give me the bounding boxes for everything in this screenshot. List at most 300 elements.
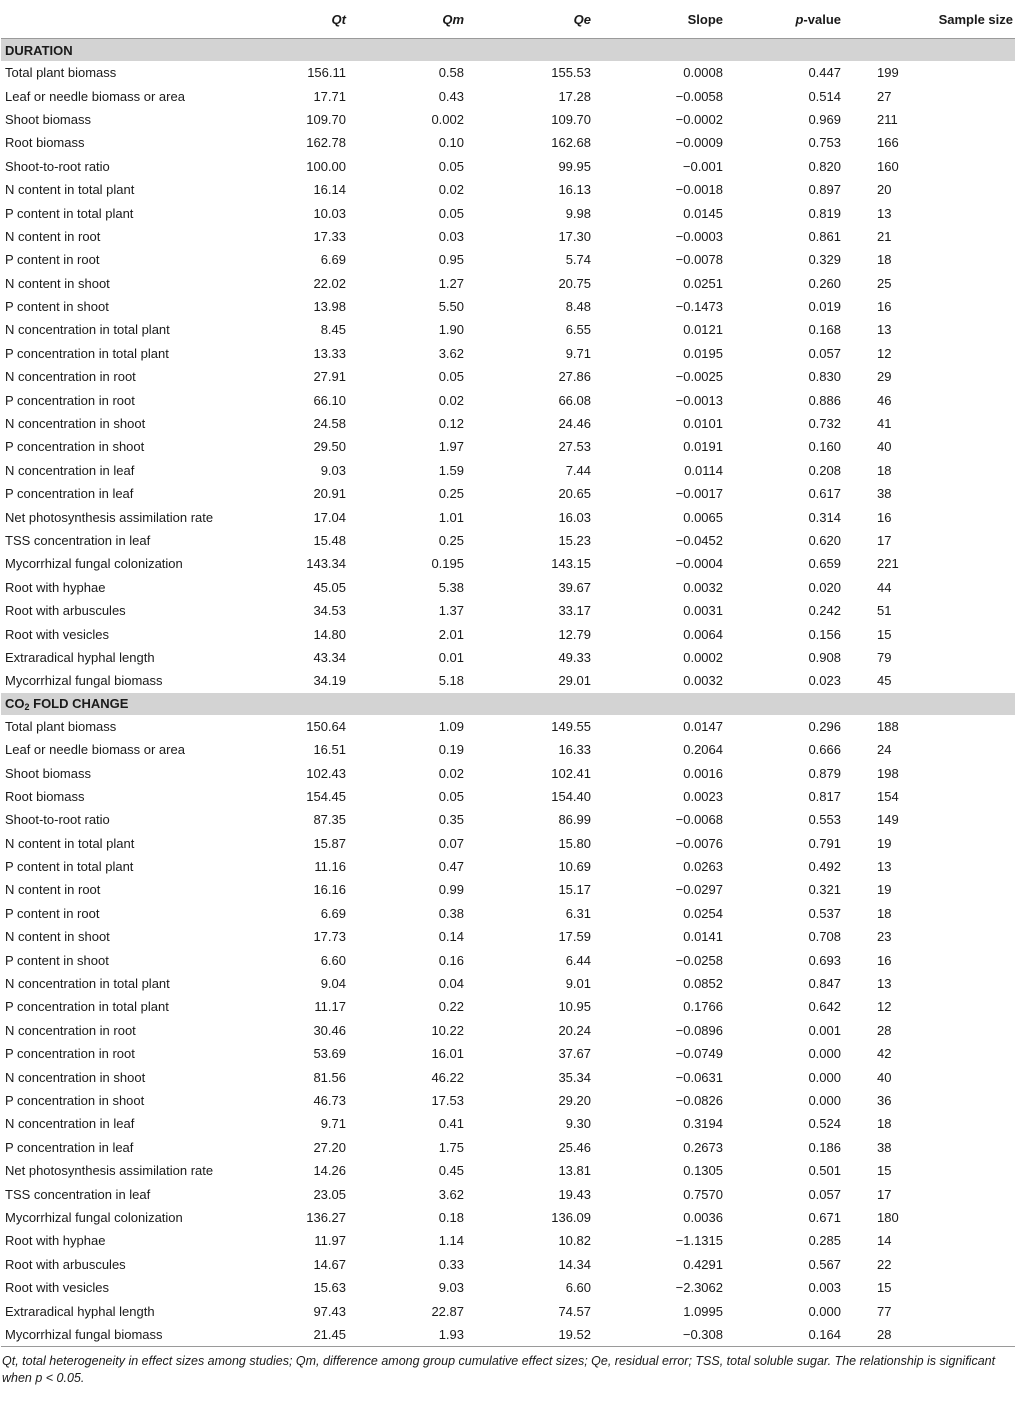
table-row bbox=[1, 738, 1015, 761]
table-row bbox=[1, 715, 1015, 738]
p-value: 0.847 bbox=[808, 976, 841, 992]
sample-size-value: 149 bbox=[877, 812, 899, 828]
row-label: Net photosynthesis assimilation rate bbox=[5, 1163, 214, 1179]
qm-value: 1.14 bbox=[438, 1233, 464, 1249]
p-value: 0.242 bbox=[808, 603, 841, 619]
table-row bbox=[1, 365, 1015, 388]
qt-value: 162.78 bbox=[306, 135, 346, 151]
row-label: N concentration in root bbox=[5, 1022, 136, 1038]
qt-value: 109.70 bbox=[306, 111, 346, 127]
sample-size-value: 41 bbox=[877, 416, 892, 432]
qm-value: 0.02 bbox=[438, 182, 464, 198]
slope-value: −0.0896 bbox=[675, 1022, 723, 1038]
qt-value: 11.16 bbox=[314, 859, 346, 875]
header-row bbox=[1, 0, 1015, 39]
p-value: 0.168 bbox=[808, 322, 841, 338]
slope-value: 0.0032 bbox=[683, 673, 723, 689]
qm-value: 3.62 bbox=[438, 345, 464, 361]
table-row bbox=[1, 1112, 1015, 1135]
p-value: 0.492 bbox=[808, 859, 841, 875]
qe-value: 19.43 bbox=[558, 1186, 591, 1202]
qt-value: 43.34 bbox=[313, 649, 346, 665]
p-value: 0.879 bbox=[808, 765, 841, 781]
p-value: 0.514 bbox=[808, 88, 841, 104]
table-row bbox=[1, 529, 1015, 552]
table-row bbox=[1, 412, 1015, 435]
qe-value: 19.52 bbox=[476, 1323, 597, 1347]
sample-size-value: 51 bbox=[877, 603, 892, 619]
qe-value: 143.15 bbox=[551, 556, 591, 572]
qm-value: 0.10 bbox=[438, 135, 464, 151]
table-row bbox=[1, 505, 1015, 528]
qm-value: 0.47 bbox=[438, 859, 464, 875]
sample-size-value: 13 bbox=[877, 322, 892, 338]
qe-value: 9.01 bbox=[565, 976, 591, 992]
qm-value: 1.59 bbox=[438, 462, 464, 478]
p-value: 0.000 bbox=[808, 1303, 841, 1319]
qm-value: 0.16 bbox=[438, 952, 464, 968]
row-label: Root biomass bbox=[5, 135, 85, 151]
p-value: 0.524 bbox=[808, 1116, 841, 1132]
qt-value: 17.33 bbox=[313, 228, 346, 244]
qt-value: 17.04 bbox=[313, 509, 346, 525]
qe-value: 154.40 bbox=[551, 788, 591, 804]
row-label: P concentration in root bbox=[5, 1046, 135, 1062]
qe-value: 6.55 bbox=[565, 322, 591, 338]
p-value: 0.208 bbox=[808, 462, 841, 478]
qm-value: 0.43 bbox=[438, 88, 464, 104]
slope-value: 0.0147 bbox=[683, 718, 723, 734]
footnote-line: Qt, total heterogeneity in effect sizes among studies; Qm, difference among group cumulative effect sizes; Qe, residual error; TSS, total soluble sugar. The relationship is significant bbox=[2, 1354, 996, 1369]
qm-value: 0.19 bbox=[438, 742, 464, 758]
qm-value: 9.03 bbox=[438, 1280, 464, 1296]
slope-value: −0.0297 bbox=[675, 882, 723, 898]
sample-size-value: 160 bbox=[877, 158, 899, 174]
slope-value: 0.0065 bbox=[683, 509, 723, 525]
p-value: 0.537 bbox=[808, 905, 841, 921]
sample-size-value: 40 bbox=[877, 439, 892, 455]
table-row bbox=[1, 1089, 1015, 1112]
qe-value: 16.13 bbox=[558, 182, 591, 198]
qt-value: 46.73 bbox=[313, 1092, 346, 1108]
qm-value: 0.05 bbox=[438, 788, 464, 804]
p-value: 0.708 bbox=[808, 929, 841, 945]
slope-value: 0.1305 bbox=[683, 1163, 723, 1179]
qm-value: 2.01 bbox=[438, 626, 464, 642]
p-value: 0.314 bbox=[808, 509, 841, 525]
qt-value: 11.97 bbox=[314, 1233, 346, 1249]
slope-value: −0.308 bbox=[597, 1323, 727, 1347]
slope-value: 1.0995 bbox=[683, 1303, 723, 1319]
p-value: 0.819 bbox=[808, 205, 841, 221]
qe-value: 25.46 bbox=[558, 1139, 591, 1155]
row-label: P content in shoot bbox=[5, 299, 109, 315]
qe-value: 99.95 bbox=[558, 158, 591, 174]
table-row bbox=[1, 646, 1015, 669]
table-row bbox=[1, 225, 1015, 248]
table-row bbox=[1, 1042, 1015, 1065]
slope-value: −0.0018 bbox=[675, 182, 723, 198]
slope-value: 0.0195 bbox=[683, 345, 723, 361]
sample-size-value: 16 bbox=[877, 509, 892, 525]
qm-value: 0.18 bbox=[438, 1209, 464, 1225]
qe-value: 37.67 bbox=[558, 1046, 591, 1062]
sample-size-value: 15 bbox=[877, 1280, 892, 1296]
table-row bbox=[1, 342, 1015, 365]
qm-value: 0.03 bbox=[438, 228, 464, 244]
table-row bbox=[1, 1206, 1015, 1229]
slope-value: 0.3194 bbox=[683, 1116, 723, 1132]
table-row bbox=[1, 1159, 1015, 1182]
qm-value: 0.33 bbox=[438, 1256, 464, 1272]
qt-value: 9.71 bbox=[320, 1116, 346, 1132]
sample-size-value: 24 bbox=[877, 742, 892, 758]
p-value: 0.000 bbox=[808, 1046, 841, 1062]
row-label: Total plant biomass bbox=[5, 65, 117, 81]
qt-value: 34.19 bbox=[313, 673, 346, 689]
sample-size-value: 18 bbox=[877, 462, 892, 478]
sample-size-value: 21 bbox=[877, 228, 892, 244]
slope-value: 0.0064 bbox=[683, 626, 723, 642]
row-label: Extraradical hyphal length bbox=[5, 649, 155, 665]
qe-value: 15.17 bbox=[558, 882, 591, 898]
p-value: 0.817 bbox=[808, 788, 841, 804]
qe-value: 27.86 bbox=[558, 369, 591, 385]
sample-size-value: 221 bbox=[877, 556, 899, 572]
row-label: Root with vesicles bbox=[5, 1280, 110, 1296]
qm-value: 22.87 bbox=[431, 1303, 464, 1319]
sample-size-value: 45 bbox=[877, 673, 892, 689]
qt-value: 100.00 bbox=[306, 158, 346, 174]
p-value: 0.732 bbox=[808, 416, 841, 432]
header-pvalue: p-value bbox=[727, 0, 845, 39]
qt-value: 22.02 bbox=[313, 275, 346, 291]
row-label: N concentration in total plant bbox=[5, 322, 170, 338]
sample-size-value: 180 bbox=[877, 1209, 899, 1225]
qt-value: 156.11 bbox=[307, 65, 346, 81]
slope-value: 0.0008 bbox=[683, 65, 723, 81]
qm-value: 10.22 bbox=[431, 1022, 464, 1038]
slope-value: −0.0749 bbox=[675, 1046, 723, 1062]
p-value: 0.820 bbox=[808, 158, 841, 174]
qe-value: 5.74 bbox=[565, 252, 591, 268]
table-row bbox=[1, 155, 1015, 178]
section-co2-header bbox=[1, 693, 1015, 715]
table-row bbox=[1, 1019, 1015, 1042]
row-label: P content in shoot bbox=[5, 952, 109, 968]
row-label: Leaf or needle biomass or area bbox=[5, 742, 185, 758]
table-row bbox=[1, 1323, 1015, 1347]
slope-value: 0.0023 bbox=[683, 788, 723, 804]
qe-value: 102.41 bbox=[551, 765, 591, 781]
slope-value: 0.0251 bbox=[683, 275, 723, 291]
sample-size-value: 18 bbox=[877, 905, 892, 921]
p-value: 0.666 bbox=[808, 742, 841, 758]
slope-value: 0.0101 bbox=[683, 416, 723, 432]
table-row bbox=[1, 201, 1015, 224]
row-label: N content in shoot bbox=[5, 929, 110, 945]
qe-value: 13.81 bbox=[558, 1163, 591, 1179]
qt-value: 6.69 bbox=[320, 905, 346, 921]
table-row bbox=[1, 855, 1015, 878]
table-row bbox=[1, 599, 1015, 622]
slope-value: 0.2673 bbox=[683, 1139, 723, 1155]
slope-value: −0.0258 bbox=[675, 952, 723, 968]
sample-size-value: 38 bbox=[877, 486, 892, 502]
qt-value: 27.91 bbox=[313, 369, 346, 385]
row-label: P concentration in total plant bbox=[5, 345, 169, 361]
qm-value: 1.75 bbox=[438, 1139, 464, 1155]
table-row bbox=[1, 808, 1015, 831]
sample-size-value: 154 bbox=[877, 788, 899, 804]
qt-value: 13.33 bbox=[313, 345, 346, 361]
qe-value: 33.17 bbox=[558, 603, 591, 619]
qm-value: 0.25 bbox=[438, 533, 464, 548]
sample-size-value: 13 bbox=[877, 205, 892, 221]
qm-value: 0.02 bbox=[438, 765, 464, 781]
p-value: 0.285 bbox=[808, 1233, 841, 1249]
qm-value: 1.27 bbox=[438, 275, 464, 291]
sample-size-value: 17 bbox=[877, 533, 892, 548]
row-label: P concentration in shoot bbox=[5, 1092, 145, 1108]
qm-value: 0.58 bbox=[438, 65, 464, 81]
slope-value: −0.1473 bbox=[675, 299, 723, 315]
table-row bbox=[1, 995, 1015, 1018]
qt-value: 20.91 bbox=[313, 486, 346, 502]
sample-size-value: 23 bbox=[877, 929, 892, 945]
qe-value: 149.55 bbox=[551, 718, 591, 734]
footnote-line: when p < 0.05. bbox=[2, 1371, 85, 1386]
slope-value: 0.0263 bbox=[683, 859, 723, 875]
slope-value: 0.0036 bbox=[683, 1209, 723, 1225]
row-label: Root with arbuscules bbox=[5, 1256, 126, 1272]
row-label: N content in total plant bbox=[5, 182, 135, 198]
sample-size-value: 166 bbox=[877, 135, 899, 151]
p-value: 0.186 bbox=[808, 1139, 841, 1155]
qm-value: 1.09 bbox=[438, 718, 464, 734]
table-row bbox=[1, 576, 1015, 599]
row-label: Shoot biomass bbox=[5, 111, 91, 127]
table-row bbox=[1, 459, 1015, 482]
row-label: TSS concentration in leaf bbox=[5, 1186, 151, 1202]
row-label: N content in shoot bbox=[5, 275, 110, 291]
qt-value: 97.43 bbox=[313, 1303, 346, 1319]
sample-size-value: 188 bbox=[877, 718, 899, 734]
slope-value: 0.0016 bbox=[683, 765, 723, 781]
sample-size-value: 40 bbox=[877, 1069, 892, 1085]
row-label: N content in root bbox=[5, 882, 101, 898]
slope-value: −0.0078 bbox=[675, 252, 723, 268]
p-value: 0.447 bbox=[808, 65, 841, 81]
row-label: Leaf or needle biomass or area bbox=[5, 88, 185, 104]
sample-size-value: 28 bbox=[845, 1323, 1015, 1347]
row-label: Mycorrhizal fungal colonization bbox=[5, 556, 183, 572]
slope-value: 0.1766 bbox=[683, 999, 723, 1015]
row-label: Extraradical hyphal length bbox=[5, 1303, 155, 1319]
qe-value: 14.34 bbox=[558, 1256, 591, 1272]
sample-size-value: 79 bbox=[877, 649, 892, 665]
slope-value: −0.0003 bbox=[675, 228, 723, 244]
qe-value: 20.75 bbox=[558, 275, 591, 291]
slope-value: −0.0017 bbox=[675, 486, 723, 502]
table-row bbox=[1, 902, 1015, 925]
p-value: 0.553 bbox=[808, 812, 841, 828]
table-row bbox=[1, 832, 1015, 855]
header-label-column bbox=[1, 0, 246, 39]
header-sample-size: Sample size bbox=[845, 0, 1015, 39]
qm-value: 0.01 bbox=[438, 649, 464, 665]
row-label: P content in root bbox=[5, 252, 100, 268]
sample-size-value: 42 bbox=[877, 1046, 892, 1062]
slope-value: −0.0068 bbox=[675, 812, 723, 828]
sample-size-value: 13 bbox=[877, 859, 892, 875]
p-value: 0.969 bbox=[808, 111, 841, 127]
table-row bbox=[1, 972, 1015, 995]
sample-size-value: 38 bbox=[877, 1139, 892, 1155]
p-value: 0.156 bbox=[808, 626, 841, 642]
sample-size-value: 28 bbox=[877, 1022, 892, 1038]
sample-size-value: 22 bbox=[877, 1256, 892, 1272]
qt-value: 8.45 bbox=[320, 322, 346, 338]
p-value: 0.057 bbox=[808, 345, 841, 361]
row-label: Net photosynthesis assimilation rate bbox=[5, 509, 214, 525]
qt-value: 21.45 bbox=[246, 1323, 358, 1347]
qe-value: 39.67 bbox=[558, 579, 591, 595]
qm-value: 0.35 bbox=[438, 812, 464, 828]
qt-value: 14.80 bbox=[313, 626, 346, 642]
qe-value: 8.48 bbox=[565, 299, 591, 315]
p-value: 0.617 bbox=[808, 486, 841, 502]
table-row bbox=[1, 272, 1015, 295]
qt-value: 15.63 bbox=[313, 1280, 346, 1296]
results-table bbox=[1, 0, 1015, 1347]
slope-value: −0.0452 bbox=[675, 533, 723, 548]
qe-value: 20.24 bbox=[558, 1022, 591, 1038]
table-row bbox=[1, 785, 1015, 808]
row-label: Root with hyphae bbox=[5, 579, 106, 595]
row-label: N concentration in leaf bbox=[5, 462, 135, 478]
qt-value: 16.51 bbox=[313, 742, 346, 758]
slope-value: 0.0121 bbox=[683, 322, 723, 338]
qt-value: 14.67 bbox=[313, 1256, 346, 1272]
qe-value: 10.69 bbox=[558, 859, 591, 875]
qe-value: 162.68 bbox=[551, 135, 591, 151]
p-value: 0.567 bbox=[808, 1256, 841, 1272]
qt-value: 17.73 bbox=[313, 929, 346, 945]
p-value: 0.791 bbox=[808, 835, 841, 851]
sample-size-value: 25 bbox=[877, 275, 892, 291]
qm-value: 0.41 bbox=[438, 1116, 464, 1132]
sample-size-value: 36 bbox=[877, 1092, 892, 1108]
qe-value: 29.01 bbox=[558, 673, 591, 689]
p-value: 0.001 bbox=[808, 1022, 841, 1038]
sample-size-value: 15 bbox=[877, 1163, 892, 1179]
qe-value: 7.44 bbox=[565, 462, 591, 478]
p-value: 0.321 bbox=[808, 882, 841, 898]
qe-value: 66.08 bbox=[558, 392, 591, 408]
p-value: 0.160 bbox=[808, 439, 841, 455]
row-label: P concentration in leaf bbox=[5, 486, 134, 502]
row-label: N content in root bbox=[5, 228, 101, 244]
qe-value: 10.82 bbox=[558, 1233, 591, 1249]
header-qm: Qm bbox=[358, 0, 476, 39]
table-row bbox=[1, 248, 1015, 271]
qt-value: 15.48 bbox=[313, 533, 346, 548]
qe-value: 6.31 bbox=[565, 905, 591, 921]
sample-size-value: 20 bbox=[877, 182, 892, 198]
qt-value: 30.46 bbox=[313, 1022, 346, 1038]
row-label: N content in total plant bbox=[5, 835, 135, 851]
sample-size-value: 46 bbox=[877, 392, 892, 408]
slope-value: 0.0032 bbox=[683, 579, 723, 595]
p-value: 0.019 bbox=[808, 299, 841, 315]
slope-value: −2.3062 bbox=[675, 1280, 723, 1296]
sample-size-value: 198 bbox=[877, 765, 899, 781]
qt-value: 6.60 bbox=[320, 952, 346, 968]
qe-value: 49.33 bbox=[558, 649, 591, 665]
qt-value: 6.69 bbox=[320, 252, 346, 268]
qm-value: 1.93 bbox=[358, 1323, 476, 1347]
qe-value: 86.99 bbox=[558, 812, 591, 828]
qm-value: 0.05 bbox=[438, 369, 464, 385]
qe-value: 20.65 bbox=[558, 486, 591, 502]
row-label: Root biomass bbox=[5, 788, 85, 804]
sample-size-value: 29 bbox=[877, 369, 892, 385]
row-label: Root with vesicles bbox=[5, 626, 110, 642]
qm-value: 1.01 bbox=[438, 509, 464, 525]
sample-size-value: 12 bbox=[877, 345, 892, 361]
qt-value: 10.03 bbox=[313, 205, 346, 221]
table-row bbox=[1, 295, 1015, 318]
table-row bbox=[1, 761, 1015, 784]
row-label: TSS concentration in leaf bbox=[5, 533, 151, 548]
qm-value: 0.99 bbox=[438, 882, 464, 898]
table-row bbox=[1, 61, 1015, 84]
slope-value: 0.0031 bbox=[683, 603, 723, 619]
slope-value: −0.0013 bbox=[675, 392, 723, 408]
table-row bbox=[1, 1229, 1015, 1252]
sample-size-value: 211 bbox=[877, 111, 898, 127]
header-qt: Qt bbox=[246, 0, 358, 39]
qt-value: 24.58 bbox=[313, 416, 346, 432]
slope-value: −0.0004 bbox=[675, 556, 723, 572]
qm-value: 3.62 bbox=[438, 1186, 464, 1202]
sample-size-value: 12 bbox=[877, 999, 892, 1015]
qe-value: 155.53 bbox=[551, 65, 591, 81]
table-row bbox=[1, 1065, 1015, 1088]
table-row bbox=[1, 1182, 1015, 1205]
section-duration-header bbox=[1, 39, 1015, 62]
row-label: Total plant biomass bbox=[5, 718, 117, 734]
qt-value: 45.05 bbox=[313, 579, 346, 595]
row-label: P content in root bbox=[5, 905, 100, 921]
row-label: P content in total plant bbox=[5, 205, 134, 221]
sample-size-value: 27 bbox=[877, 88, 892, 104]
qe-value: 9.98 bbox=[565, 205, 591, 221]
row-label: Shoot biomass bbox=[5, 765, 91, 781]
qe-value: 29.20 bbox=[558, 1092, 591, 1108]
slope-value: 0.0002 bbox=[683, 649, 723, 665]
p-value: 0.897 bbox=[808, 182, 841, 198]
section-title: $CO_2$ FOLD CHANGE bbox=[1, 693, 1015, 715]
sample-size-value: 13 bbox=[877, 976, 892, 992]
qe-value: 12.79 bbox=[558, 626, 591, 642]
qe-value: 15.80 bbox=[558, 835, 591, 851]
qt-value: 53.69 bbox=[313, 1046, 346, 1062]
row-label: P concentration in total plant bbox=[5, 999, 169, 1015]
table-row bbox=[1, 131, 1015, 154]
qm-value: 0.22 bbox=[438, 999, 464, 1015]
